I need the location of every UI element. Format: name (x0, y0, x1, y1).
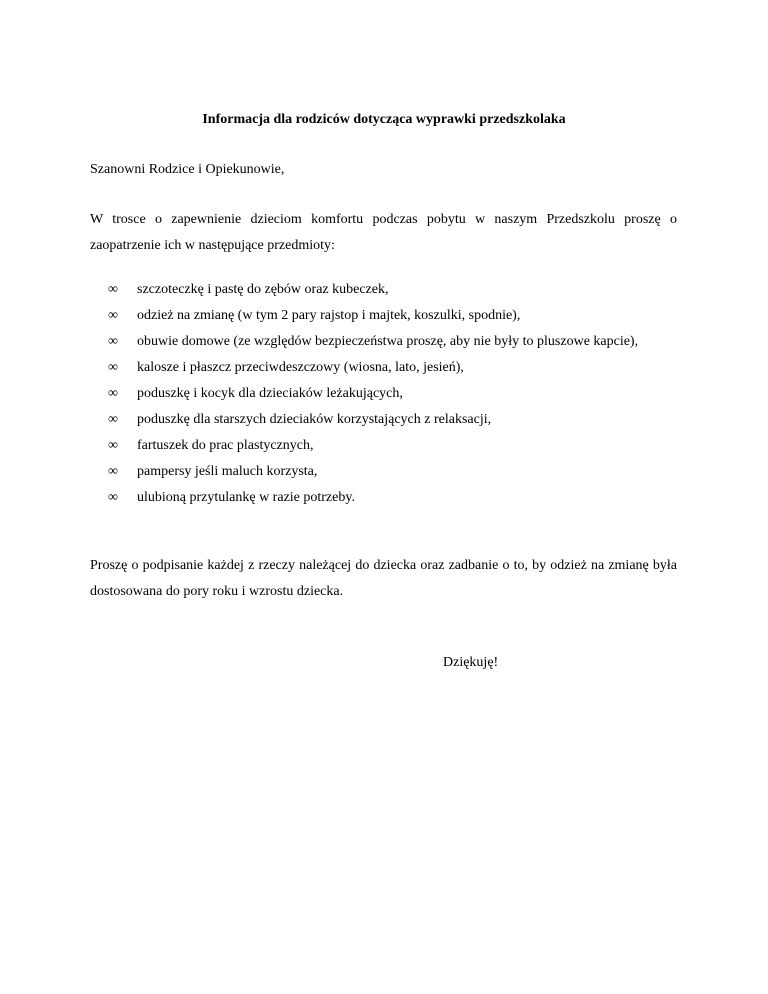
list-item (108, 332, 677, 351)
list-item-text: fartuszek do prac plastycznych, (137, 438, 314, 453)
infinity-bullet-icon: ∞ (108, 490, 118, 505)
document-title: Informacja dla rodziców dotycząca wyprawki przedszkolaka (202, 112, 566, 127)
infinity-bullet-icon: ∞ (108, 282, 118, 297)
list-item-text: poduszkę dla starszych dzieciaków korzystających z relaksacji, (137, 412, 492, 427)
intro-paragraph: W trosce o zapewnienie dzieciom komfortu podczas pobytu w naszym Przedszkolu proszę o zaopatrzenie ich w następujące przedmioty: (90, 212, 677, 253)
closing-paragraph: Proszę o podpisanie każdej z rzeczy należącej do dziecka oraz zadbanie o to, by odzież na zmianę była dostosowana do pory roku i wzrostu dziecka. (90, 558, 677, 599)
list-item-text: ulubioną przytulankę w razie potrzeby. (137, 490, 355, 505)
list-item-text: pampersy jeśli maluch korzysta, (137, 464, 318, 479)
infinity-bullet-icon: ∞ (108, 412, 118, 427)
list-item-text: odzież na zmianę (w tym 2 pary rajstop i majtek, koszulki, spodnie), (137, 308, 521, 323)
item-list (108, 280, 677, 514)
list-item-text: poduszkę i kocyk dla dzieciaków leżakujących, (137, 386, 403, 401)
infinity-bullet-icon: ∞ (108, 464, 118, 479)
list-item (108, 384, 677, 403)
list-item (108, 436, 677, 455)
infinity-bullet-icon: ∞ (108, 438, 118, 453)
infinity-bullet-icon: ∞ (108, 308, 118, 323)
list-item (108, 488, 677, 507)
list-item (108, 410, 677, 429)
greeting: Szanowni Rodzice i Opiekunowie, (90, 162, 285, 177)
thanks-signoff: Dziękuję! (443, 655, 499, 670)
infinity-bullet-icon: ∞ (108, 334, 118, 349)
list-item (108, 358, 677, 377)
list-item (108, 306, 677, 325)
list-item-text: kalosze i płaszcz przeciwdeszczowy (wiosna, lato, jesień), (137, 360, 464, 375)
list-item (108, 280, 677, 299)
infinity-bullet-icon: ∞ (108, 360, 118, 375)
infinity-bullet-icon: ∞ (108, 386, 118, 401)
list-item-text: obuwie domowe (ze względów bezpieczeństwa proszę, aby nie były to pluszowe kapcie), (137, 334, 639, 349)
list-item-text: szczoteczkę i pastę do zębów oraz kubeczek, (137, 282, 389, 297)
list-item (108, 462, 677, 481)
